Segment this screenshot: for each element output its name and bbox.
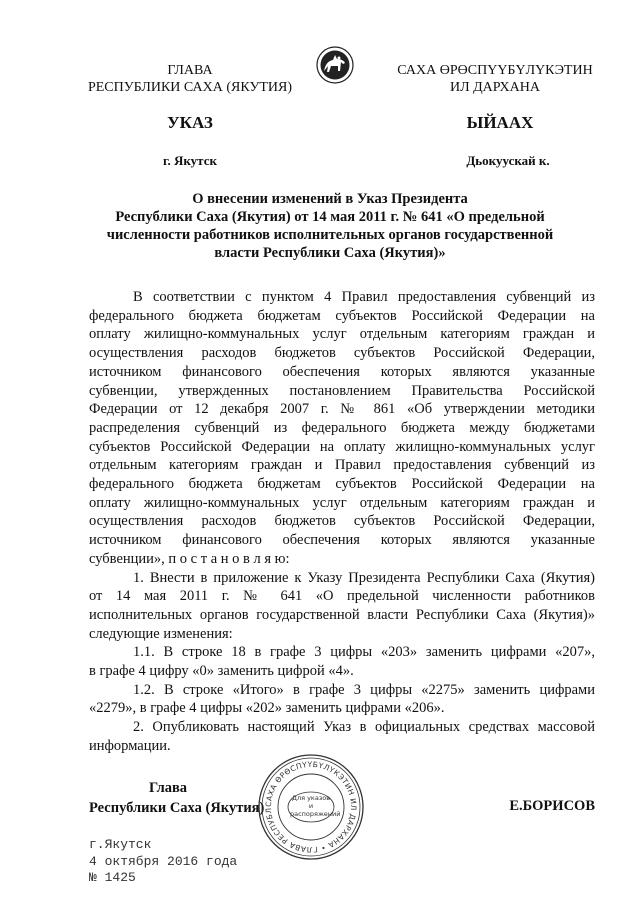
decree-title-sakha: ЫЙААХ bbox=[466, 113, 534, 132]
text-line: субъектов Российской Федерации на оплату жилищно-коммунальных услуг bbox=[89, 438, 595, 455]
item-1-line: 1. Внести в приложение к Указу Президента Республики Саха (Якутия) bbox=[133, 569, 595, 586]
coat-of-arms-emblem bbox=[316, 44, 354, 86]
header-right-line1: САХА ӨРӨСПҮҮБҮЛҮКЭТИН bbox=[397, 63, 593, 78]
text-line: субвенции, утвержденных постановлением Правительства Российской bbox=[89, 382, 595, 399]
text-line: источником финансового обеспечения которых являются указанные bbox=[89, 532, 595, 549]
header-left-line1: ГЛАВА bbox=[167, 63, 213, 78]
signatory-name: Е.БОРИСОВ bbox=[509, 798, 595, 814]
text-line: субвенции», п о с т а н о в л я ю: bbox=[89, 550, 290, 567]
item-2-line: информации. bbox=[89, 737, 171, 754]
stamp-center-text: Для указов и распоряжений bbox=[290, 794, 341, 818]
item-1-1-line: 1.1. В строке 18 в графе 3 цифры «203» заменить цифрами «207», bbox=[133, 644, 595, 661]
text-line: Федерации от 12 декабря 2007 г. № 861 «Об утверждении методики bbox=[89, 401, 595, 418]
footer-block bbox=[89, 837, 237, 887]
item-1-1-line: в графе 4 цифру «0» заменить цифрой «4». bbox=[89, 663, 354, 680]
text-line: оплату жилищно-коммунальных услуг отдельным категориям граждан и bbox=[89, 326, 595, 343]
text-line: осуществления расходов бюджетов субъектов Российской Федерации, bbox=[89, 345, 595, 362]
text-line: осуществления расходов бюджетов субъектов Российской Федерации, bbox=[89, 513, 595, 530]
title-line: власти Республики Саха (Якутия)» bbox=[214, 245, 446, 261]
text-line: источником финансового обеспечения которых являются указанные bbox=[89, 363, 595, 380]
text-line: отдельным категориям граждан и Правил предоставления субвенций из bbox=[89, 457, 595, 474]
item-2-line: 2. Опубликовать настоящий Указ в официальных средствах массовой bbox=[133, 719, 595, 736]
item-1-line: исполнительных органов государственной власти Республики Саха (Якутия)» bbox=[89, 606, 595, 623]
header-left bbox=[70, 62, 310, 96]
signature-position-line2: Республики Саха (Якутия) bbox=[89, 800, 265, 816]
document-title bbox=[80, 190, 580, 262]
decree-title-ru: УКАЗ bbox=[167, 113, 213, 132]
title-line: численности работников исполнительных органов государственной bbox=[106, 227, 554, 243]
text-line: распределения субвенций из федерального бюджета между бюджетами bbox=[89, 419, 595, 436]
header-right-line2: ИЛ ДАРХАНА bbox=[449, 80, 540, 95]
footer-date: 4 октября 2016 года bbox=[89, 853, 238, 869]
preamble-paragraph bbox=[89, 288, 595, 756]
signature-position-line1: Глава bbox=[149, 780, 188, 796]
text-line: В соответствии с пунктом 4 Правил предоставления субвенций из bbox=[133, 289, 595, 305]
item-1-2-line: 1.2. В строке «Итого» в графе 3 цифры «2275» заменить цифрами bbox=[133, 681, 595, 698]
item-1-2-line: «2279», в графе 4 цифры «202» заменить цифрами «206». bbox=[89, 700, 445, 717]
title-line: О внесении изменений в Указ Президента bbox=[192, 191, 468, 207]
footer-number: № 1425 bbox=[89, 870, 136, 885]
city-ru: г. Якутск bbox=[163, 153, 217, 168]
city-sakha: Дьокуускай к. bbox=[466, 153, 550, 168]
title-line: Республики Саха (Якутия) от 14 мая 2011 г. № 641 «О предельной bbox=[115, 209, 545, 225]
text-line: федерального бюджета бюджетам субъектов Российской Федерации на bbox=[89, 307, 595, 324]
item-1-line: следующие изменения: bbox=[89, 625, 233, 642]
header-left-line2: РЕСПУБЛИКИ САХА (ЯКУТИЯ) bbox=[87, 80, 293, 95]
item-1-line: от 14 мая 2011 г. № 641 «О предельной численности работников bbox=[89, 588, 595, 605]
footer-city: г.Якутск bbox=[89, 837, 152, 852]
header-right bbox=[380, 62, 610, 96]
text-line: федерального бюджета бюджетам субъектов Российской Федерации на bbox=[89, 476, 595, 493]
stamp-ring-text: САХА ӨРӨСПҮҮБҮЛҮКЭТИН ИЛ ДАРХАНА • ГЛАВА РЕСПУБЛ bbox=[263, 759, 359, 855]
official-stamp bbox=[256, 752, 366, 862]
text-line: оплату жилищно-коммунальных услуг отдельным категориям граждан и bbox=[89, 494, 595, 511]
